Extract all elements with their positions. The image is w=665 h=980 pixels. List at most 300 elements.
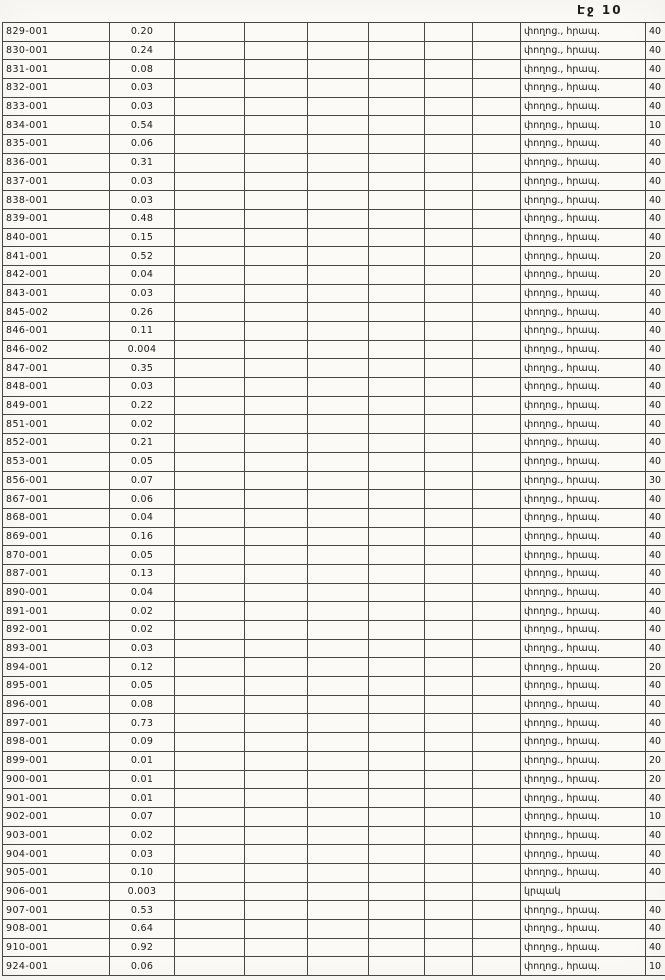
table-row [3, 396, 665, 415]
empty-cell [369, 452, 425, 471]
margin-mark: 40 [646, 228, 665, 247]
area-value-cell: 0.92 [110, 938, 175, 957]
empty-cell [308, 23, 369, 42]
parcel-id-cell: 849-001 [3, 396, 110, 415]
empty-cell [473, 621, 521, 640]
empty-cell [425, 378, 473, 397]
empty-cell [245, 546, 308, 565]
parcel-id-cell: 851-001 [3, 415, 110, 434]
margin-mark: 20 [646, 658, 665, 677]
designation-cell: փողոց., հրապ. [521, 116, 646, 135]
area-value-cell: 0.05 [110, 452, 175, 471]
parcel-id-cell: 895-001 [3, 677, 110, 696]
table-row [3, 564, 665, 583]
margin-mark: 40 [646, 863, 665, 882]
empty-cell [425, 415, 473, 434]
parcel-id-cell: 899-001 [3, 751, 110, 770]
area-value-cell: 0.03 [110, 639, 175, 658]
empty-cell [175, 359, 245, 378]
empty-cell [425, 452, 473, 471]
empty-cell [425, 508, 473, 527]
empty-cell [425, 826, 473, 845]
area-value-cell: 0.03 [110, 97, 175, 116]
empty-cell [245, 359, 308, 378]
margin-mark: 40 [646, 97, 665, 116]
empty-cell [425, 677, 473, 696]
empty-cell [245, 303, 308, 322]
area-value-cell: 0.03 [110, 172, 175, 191]
empty-cell [175, 546, 245, 565]
empty-cell [308, 583, 369, 602]
empty-cell [425, 882, 473, 901]
empty-cell [473, 116, 521, 135]
area-value-cell: 0.21 [110, 434, 175, 453]
empty-cell [425, 303, 473, 322]
empty-cell [473, 546, 521, 565]
empty-cell [369, 359, 425, 378]
empty-cell [308, 695, 369, 714]
empty-cell [473, 564, 521, 583]
margin-mark: 40 [646, 527, 665, 546]
empty-cell [175, 172, 245, 191]
parcel-id-cell: 869-001 [3, 527, 110, 546]
empty-cell [425, 97, 473, 116]
empty-cell [308, 901, 369, 920]
empty-cell [245, 378, 308, 397]
empty-cell [245, 153, 308, 172]
empty-cell [369, 23, 425, 42]
margin-mark: 40 [646, 209, 665, 228]
designation-cell: փողոց., հրապ. [521, 396, 646, 415]
empty-cell [425, 658, 473, 677]
designation-cell: փողոց., հրապ. [521, 957, 646, 976]
empty-cell [245, 284, 308, 303]
area-value-cell: 0.08 [110, 60, 175, 79]
parcel-id-cell: 835-001 [3, 135, 110, 154]
empty-cell [369, 209, 425, 228]
area-value-cell: 0.01 [110, 770, 175, 789]
empty-cell [175, 508, 245, 527]
parcel-id-cell: 902-001 [3, 807, 110, 826]
parcel-id-cell: 890-001 [3, 583, 110, 602]
empty-cell [308, 733, 369, 752]
margin-mark: 40 [646, 845, 665, 864]
parcel-id-cell: 840-001 [3, 228, 110, 247]
area-value-cell: 0.03 [110, 191, 175, 210]
empty-cell [369, 79, 425, 98]
parcel-id-cell: 905-001 [3, 863, 110, 882]
empty-cell [175, 564, 245, 583]
empty-cell [369, 957, 425, 976]
empty-cell [175, 303, 245, 322]
table-row [3, 527, 665, 546]
table-row [3, 621, 665, 640]
area-value-cell: 0.64 [110, 920, 175, 939]
area-value-cell: 0.52 [110, 247, 175, 266]
empty-cell [245, 882, 308, 901]
empty-cell [308, 191, 369, 210]
designation-cell: փողոց., հրապ. [521, 265, 646, 284]
area-value-cell: 0.05 [110, 677, 175, 696]
empty-cell [425, 340, 473, 359]
empty-cell [175, 751, 245, 770]
area-value-cell: 0.15 [110, 228, 175, 247]
empty-cell [425, 733, 473, 752]
table-row [3, 79, 665, 98]
empty-cell [425, 621, 473, 640]
empty-cell [473, 957, 521, 976]
designation-cell: փողոց., հրապ. [521, 639, 646, 658]
table-row [3, 172, 665, 191]
empty-cell [245, 751, 308, 770]
designation-cell: փողոց., հրապ. [521, 733, 646, 752]
designation-cell: փողոց., հրապ. [521, 434, 646, 453]
margin-mark: 40 [646, 583, 665, 602]
empty-cell [175, 621, 245, 640]
empty-cell [175, 901, 245, 920]
empty-cell [175, 938, 245, 957]
designation-cell: փողոց., հրապ. [521, 153, 646, 172]
empty-cell [308, 770, 369, 789]
empty-cell [473, 527, 521, 546]
empty-cell [369, 153, 425, 172]
empty-cell [425, 583, 473, 602]
empty-cell [245, 247, 308, 266]
empty-cell [175, 452, 245, 471]
empty-cell [308, 303, 369, 322]
area-value-cell: 0.31 [110, 153, 175, 172]
area-value-cell: 0.73 [110, 714, 175, 733]
margin-mark: 40 [646, 602, 665, 621]
margin-mark [646, 882, 665, 901]
designation-cell: փողոց., հրապ. [521, 322, 646, 341]
empty-cell [425, 209, 473, 228]
empty-cell [245, 490, 308, 509]
margin-mark: 40 [646, 490, 665, 509]
empty-cell [245, 209, 308, 228]
table-row [3, 714, 665, 733]
empty-cell [369, 639, 425, 658]
empty-cell [175, 770, 245, 789]
empty-cell [425, 23, 473, 42]
table-row [3, 490, 665, 509]
empty-cell [473, 807, 521, 826]
designation-cell: փողոց., հրապ. [521, 826, 646, 845]
empty-cell [369, 303, 425, 322]
empty-cell [245, 508, 308, 527]
empty-cell [473, 396, 521, 415]
empty-cell [175, 23, 245, 42]
empty-cell [245, 228, 308, 247]
empty-cell [369, 340, 425, 359]
empty-cell [369, 658, 425, 677]
empty-cell [308, 564, 369, 583]
empty-cell [175, 602, 245, 621]
table-row [3, 209, 665, 228]
area-value-cell: 0.01 [110, 751, 175, 770]
parcel-id-cell: 900-001 [3, 770, 110, 789]
designation-cell: փողոց., հրապ. [521, 247, 646, 266]
empty-cell [175, 284, 245, 303]
empty-cell [369, 826, 425, 845]
table-row [3, 471, 665, 490]
table-row [3, 135, 665, 154]
area-value-cell: 0.13 [110, 564, 175, 583]
designation-cell: փողոց., հրապ. [521, 901, 646, 920]
table-row [3, 60, 665, 79]
table-row [3, 845, 665, 864]
empty-cell [473, 247, 521, 266]
table-row [3, 265, 665, 284]
area-value-cell: 0.12 [110, 658, 175, 677]
margin-mark: 40 [646, 23, 665, 42]
empty-cell [245, 938, 308, 957]
empty-cell [473, 378, 521, 397]
table-row [3, 957, 665, 976]
empty-cell [308, 172, 369, 191]
parcel-id-cell: 904-001 [3, 845, 110, 864]
empty-cell [245, 41, 308, 60]
table-row [3, 228, 665, 247]
empty-cell [308, 658, 369, 677]
area-value-cell: 0.04 [110, 508, 175, 527]
parcel-id-cell: 833-001 [3, 97, 110, 116]
table-row [3, 191, 665, 210]
parcel-id-cell: 846-001 [3, 322, 110, 341]
area-value-cell: 0.08 [110, 695, 175, 714]
empty-cell [473, 452, 521, 471]
empty-cell [308, 471, 369, 490]
empty-cell [308, 714, 369, 733]
empty-cell [308, 247, 369, 266]
empty-cell [175, 471, 245, 490]
empty-cell [473, 490, 521, 509]
margin-mark: 40 [646, 340, 665, 359]
empty-cell [245, 23, 308, 42]
empty-cell [369, 901, 425, 920]
empty-cell [473, 60, 521, 79]
empty-cell [308, 938, 369, 957]
parcel-id-cell: 832-001 [3, 79, 110, 98]
empty-cell [473, 172, 521, 191]
empty-cell [308, 228, 369, 247]
empty-cell [369, 322, 425, 341]
table-row [3, 733, 665, 752]
designation-cell: փողոց., հրապ. [521, 490, 646, 509]
empty-cell [308, 807, 369, 826]
empty-cell [308, 396, 369, 415]
empty-cell [175, 228, 245, 247]
empty-cell [308, 265, 369, 284]
empty-cell [473, 340, 521, 359]
empty-cell [425, 284, 473, 303]
empty-cell [308, 621, 369, 640]
empty-cell [369, 845, 425, 864]
empty-cell [308, 920, 369, 939]
empty-cell [425, 153, 473, 172]
parcel-id-cell: 894-001 [3, 658, 110, 677]
margin-mark: 40 [646, 378, 665, 397]
empty-cell [473, 41, 521, 60]
empty-cell [473, 677, 521, 696]
designation-cell: փողոց., հրապ. [521, 920, 646, 939]
empty-cell [175, 920, 245, 939]
table-row [3, 863, 665, 882]
empty-cell [425, 471, 473, 490]
empty-cell [473, 583, 521, 602]
empty-cell [245, 79, 308, 98]
empty-cell [175, 41, 245, 60]
empty-cell [245, 714, 308, 733]
designation-cell: փողոց., հրապ. [521, 97, 646, 116]
empty-cell [425, 751, 473, 770]
table-row [3, 284, 665, 303]
empty-cell [369, 490, 425, 509]
table-row [3, 415, 665, 434]
table-row [3, 23, 665, 42]
empty-cell [473, 415, 521, 434]
empty-cell [425, 807, 473, 826]
table-row [3, 434, 665, 453]
empty-cell [308, 153, 369, 172]
margin-mark: 40 [646, 322, 665, 341]
table-row [3, 97, 665, 116]
empty-cell [308, 97, 369, 116]
margin-mark: 40 [646, 396, 665, 415]
empty-cell [473, 265, 521, 284]
empty-cell [425, 564, 473, 583]
area-value-cell: 0.11 [110, 322, 175, 341]
empty-cell [369, 807, 425, 826]
margin-mark: 40 [646, 677, 665, 696]
empty-cell [245, 789, 308, 808]
margin-mark: 40 [646, 452, 665, 471]
designation-cell: փողոց., հրապ. [521, 228, 646, 247]
empty-cell [308, 863, 369, 882]
margin-mark: 20 [646, 751, 665, 770]
empty-cell [425, 135, 473, 154]
area-value-cell: 0.01 [110, 789, 175, 808]
empty-cell [369, 602, 425, 621]
area-value-cell: 0.03 [110, 79, 175, 98]
parcel-id-cell: 892-001 [3, 621, 110, 640]
table-row [3, 901, 665, 920]
margin-mark: 40 [646, 135, 665, 154]
margin-mark: 40 [646, 303, 665, 322]
empty-cell [425, 41, 473, 60]
empty-cell [175, 882, 245, 901]
designation-cell: փողոց., հրապ. [521, 564, 646, 583]
empty-cell [473, 284, 521, 303]
empty-cell [369, 247, 425, 266]
area-value-cell: 0.22 [110, 396, 175, 415]
designation-cell: փողոց., հրապ. [521, 23, 646, 42]
empty-cell [245, 602, 308, 621]
margin-mark: 40 [646, 415, 665, 434]
margin-mark: 40 [646, 191, 665, 210]
parcel-id-cell: 848-001 [3, 378, 110, 397]
area-value-cell: 0.20 [110, 23, 175, 42]
parcel-id-cell: 856-001 [3, 471, 110, 490]
parcel-id-cell: 910-001 [3, 938, 110, 957]
area-value-cell: 0.53 [110, 901, 175, 920]
margin-mark: 40 [646, 920, 665, 939]
designation-cell: փողոց., հրապ. [521, 415, 646, 434]
empty-cell [425, 845, 473, 864]
empty-cell [425, 938, 473, 957]
empty-cell [245, 415, 308, 434]
designation-cell: փողոց., հրապ. [521, 303, 646, 322]
designation-cell: փողոց., հրապ. [521, 938, 646, 957]
empty-cell [175, 209, 245, 228]
margin-mark: 40 [646, 434, 665, 453]
empty-cell [175, 490, 245, 509]
parcel-id-cell: 842-001 [3, 265, 110, 284]
empty-cell [245, 116, 308, 135]
area-value-cell: 0.02 [110, 602, 175, 621]
empty-cell [369, 471, 425, 490]
empty-cell [245, 527, 308, 546]
empty-cell [369, 191, 425, 210]
empty-cell [369, 695, 425, 714]
empty-cell [473, 639, 521, 658]
empty-cell [308, 116, 369, 135]
empty-cell [473, 79, 521, 98]
empty-cell [245, 191, 308, 210]
empty-cell [369, 751, 425, 770]
empty-cell [175, 116, 245, 135]
designation-cell: փողոց., հրապ. [521, 546, 646, 565]
empty-cell [425, 527, 473, 546]
empty-cell [245, 658, 308, 677]
empty-cell [473, 901, 521, 920]
table-row [3, 695, 665, 714]
parcel-id-cell: 898-001 [3, 733, 110, 752]
table-row [3, 303, 665, 322]
margin-mark: 40 [646, 153, 665, 172]
parcel-id-cell: 845-002 [3, 303, 110, 322]
empty-cell [425, 79, 473, 98]
empty-cell [245, 845, 308, 864]
designation-cell: փողոց., հրապ. [521, 751, 646, 770]
empty-cell [369, 172, 425, 191]
empty-cell [369, 863, 425, 882]
table-row [3, 938, 665, 957]
empty-cell [473, 770, 521, 789]
empty-cell [425, 228, 473, 247]
area-value-cell: 0.48 [110, 209, 175, 228]
empty-cell [245, 60, 308, 79]
empty-cell [308, 284, 369, 303]
empty-cell [245, 434, 308, 453]
margin-mark: 40 [646, 621, 665, 640]
table-row [3, 546, 665, 565]
empty-cell [425, 490, 473, 509]
empty-cell [175, 826, 245, 845]
empty-cell [175, 658, 245, 677]
empty-cell [308, 882, 369, 901]
empty-cell [369, 284, 425, 303]
designation-cell: փողոց., հրապ. [521, 658, 646, 677]
parcel-id-cell: 887-001 [3, 564, 110, 583]
empty-cell [175, 714, 245, 733]
empty-cell [473, 863, 521, 882]
empty-cell [473, 920, 521, 939]
empty-cell [175, 415, 245, 434]
designation-cell: փողոց., հրապ. [521, 863, 646, 882]
empty-cell [369, 396, 425, 415]
empty-cell [369, 378, 425, 397]
